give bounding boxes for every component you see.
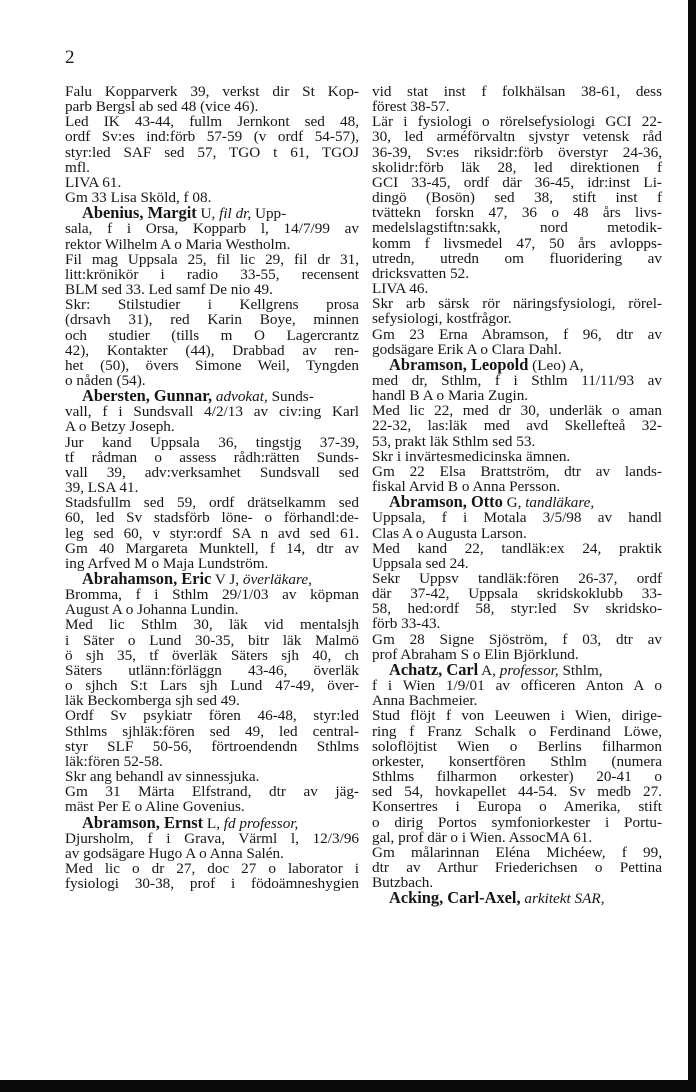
entry-continuation — [372, 84, 662, 357]
entry-initial: A, — [478, 661, 500, 679]
text-line: Lär i fysiologi o rörelsefysiologi GCI 22- — [372, 113, 662, 131]
text-line: handl B A o Maria Zugin. — [372, 387, 529, 405]
text-line: dingö (Bosön) sed 38, stift inst f — [372, 189, 662, 207]
entry-name: Abrahamson, Eric — [82, 569, 212, 588]
text-line: Anna Bachmeier. — [372, 692, 478, 710]
text-line: 39, LSA 41. — [65, 479, 139, 497]
entry-heading — [65, 388, 359, 404]
text-line: Stud flöjt f von Leeuwen i Wien, dirige- — [372, 707, 662, 725]
right-column — [372, 84, 662, 906]
text-line: GCI 33-45, ordf där 36-45, idr:inst Li- — [372, 173, 662, 191]
entry-initial: U, — [196, 205, 220, 223]
entry-heading-rest: Sthlm, — [558, 661, 603, 679]
text-line: Djursholm, f i Grava, Värml l, 12/3/96 — [65, 829, 359, 847]
text-line: f i Wien 1/9/01 av officeren Anton A o — [372, 677, 662, 695]
scan-edge-right — [688, 0, 696, 1092]
text-line: Led IK 43-44, fullm Jernkont sed 48, — [65, 113, 359, 131]
text-line: rektor Wilhelm A o Maria Westholm. — [65, 235, 291, 253]
biography-entry — [65, 571, 359, 815]
text-line: vid stat inst f folkhälsan 38-61, dess — [372, 83, 662, 100]
text-line: styr:led SAF sed 57, TGO t 61, TGOJ — [65, 143, 359, 161]
text-line: ö sjh 35, tf överläk Säters sjh 40, ch — [65, 646, 359, 664]
text-line: Sekr Uppsv tandläk:fören 26-37, ordf — [372, 570, 662, 587]
text-line: Gm 22 Elsa Brattström, dtr av lands- — [372, 462, 662, 480]
text-line: soloflöjtist Wien o Berlins filharmon — [372, 737, 662, 755]
entry-name: Abramson, Otto — [389, 492, 503, 512]
text-line: 42), Kontakter (44), Drabbad av ren- — [65, 341, 359, 359]
biography-entry — [65, 388, 359, 571]
text-line: godsägare Erik A o Clara Dahl. — [372, 340, 562, 358]
page-number: 2 — [65, 47, 75, 68]
text-line: LIVA 46. — [372, 280, 429, 298]
text-line: LIVA 61. — [65, 173, 122, 191]
entry-title: arkitekt SAR, — [524, 890, 605, 908]
text-line: skolidr:förb läk 28, led direktionen f — [372, 158, 662, 176]
text-line: förb 33-43. — [372, 615, 441, 633]
entry-heading-rest: Upp- — [251, 205, 287, 223]
entry-title: överläkare, — [242, 571, 312, 588]
text-line: Med lic Sthlm 30, läk vid mentalsjh — [65, 616, 359, 634]
text-line: Jur kand Uppsala 36, tingstjg 37-39, — [65, 433, 359, 451]
text-line: Uppsala sed 24. — [372, 554, 469, 572]
text-line: av godsägare Hugo A o Anna Salén. — [65, 844, 284, 862]
entry-initial: G, — [502, 494, 526, 512]
text-line: sefysiologi, kostfrågor. — [372, 310, 512, 328]
text-line: förest 38-57. — [372, 98, 450, 116]
text-line: het (50), övers Simone Weil, Tyngden — [65, 356, 359, 374]
text-line: tvättekn forskn 47, 36 o 48 års livs- — [372, 204, 662, 222]
biography-entry — [372, 659, 662, 892]
entry-name: Abersten, Gunnar, — [82, 386, 213, 406]
text-line: sed 54, hovkapellet 44-54. Sv medb 27. — [372, 783, 662, 801]
text-line: där 37-42, Uppsala skridskoklubb 33- — [372, 585, 662, 603]
text-line: läk:fören 52-58. — [65, 752, 163, 770]
text-line: 36-39, Sv:es riksidr:förb överstyr 24-36, — [372, 143, 662, 161]
text-line: o sjhch S:t Lars sjh Lund 47-49, över- — [65, 677, 359, 695]
text-line: läk Beckomberga sjh sed 49. — [65, 692, 240, 710]
text-line: A o Betzy Joseph. — [65, 418, 175, 436]
text-line: 30, led arméförvaltn sjvstyr vetensk råd — [372, 128, 662, 146]
left-column — [65, 84, 359, 891]
entry-heading — [65, 205, 359, 221]
text-line: mäst Per E o Aline Govenius. — [65, 798, 245, 816]
text-line: ring f Franz Schalk o Ferdinand Löwe, — [372, 722, 662, 740]
text-line: Falu Kopparverk 39, verkst dir St Kop- — [65, 83, 359, 100]
entry-title: fd professor, — [223, 814, 299, 832]
text-line: ordf Sv:es ind:förb 57-59 (v ordf 54-57), — [65, 128, 359, 146]
text-line: utredn, utredn om fluoridering av — [372, 249, 662, 267]
text-line: prof Abraham S o Elin Björklund. — [372, 645, 579, 663]
text-line: dtr av Arthur Friederichsen o Pettina — [372, 858, 662, 876]
text-line: dricksvatten 52. — [372, 264, 470, 282]
text-line: tf rådman o assess rådh:rätten Sunds- — [65, 448, 359, 466]
entry-heading — [65, 571, 359, 587]
text-line: Gm 23 Erna Abramson, f 96, dtr av — [372, 325, 662, 343]
text-line: Säters utlänn:förläggn 43-46, överläk — [65, 661, 359, 679]
text-line: medelslagstiftn:sakk, nord metodik- — [372, 219, 662, 237]
entry-heading — [65, 812, 359, 832]
text-line: Skr i invärtesmedicinska ämnen. — [372, 447, 571, 465]
text-line: Skr ang behandl av sinnessjuka. — [65, 768, 260, 786]
text-line: fiskal Arvid B o Anna Persson. — [372, 478, 561, 496]
biography-entry — [65, 812, 359, 893]
text-line: Gm målarinnan Eléna Michéew, f 99, — [372, 843, 662, 861]
text-line: och studier (tills m O Lagercrantz — [65, 326, 359, 344]
entry-heading-rest: Sunds- — [267, 388, 314, 406]
text-line: 58, hed:ordf 58, styr:led Sv skridsko- — [372, 600, 662, 618]
text-line: Butzbach. — [372, 874, 434, 892]
entry-title: fil dr, — [219, 205, 252, 223]
entry-name: Acking, Carl-Axel, — [389, 888, 521, 908]
text-line: (drsavh 31), red Karin Boye, minnen — [65, 311, 359, 329]
text-line: 22-32, las:läk med avd Skellefteå 32- — [372, 417, 662, 435]
text-line: August A o Johanna Lundin. — [65, 601, 239, 619]
text-line: o nåden (54). — [65, 371, 146, 389]
text-line: BLM sed 33. Led samf De nio 49. — [65, 281, 273, 299]
entry-title: professor, — [499, 661, 559, 679]
text-line: styr SLF 50-56, förtroendendn Sthlms — [65, 737, 359, 755]
entry-initial: (Leo) A, — [528, 356, 584, 374]
biography-entry — [372, 890, 662, 906]
text-line: Gm 33 Lisa Sköld, f 08. — [65, 189, 212, 207]
entry-name: Abenius, Margit — [82, 203, 197, 223]
text-line: mfl. — [65, 158, 90, 176]
text-line: Gm 28 Signe Sjöström, f 03, dtr av — [372, 630, 662, 648]
entry-heading — [372, 659, 662, 679]
text-line: Stadsfullm sed 59, ordf drätselkamm sed — [65, 494, 359, 512]
text-line: Sthlms sjhläk:fören sed 49, led central- — [65, 722, 359, 740]
text-line: Med lic 22, med dr 30, underläk o aman — [372, 402, 662, 420]
biography-entry — [65, 205, 359, 388]
text-line: vall 39, adv:verksamhet Sundsvall sed — [65, 463, 359, 481]
text-line: 60, led Sv stadsförb löne- o förhandl:de- — [65, 509, 359, 527]
text-line: Sthlms filharmon orkester) 20-41 o — [372, 768, 662, 786]
text-line: komm f livsmedel 47, 50 års avlopps- — [372, 234, 662, 252]
text-line: litt:krönikör i radio 33-55, recensent — [65, 265, 359, 283]
text-line: Skr arb särsk rör näringsfysiologi, rörel- — [372, 295, 662, 313]
entry-heading — [372, 354, 662, 374]
text-line: fysiologi 30-38, prof i födoämneshygien — [65, 875, 359, 893]
entry-title: tandläkare, — [525, 494, 595, 512]
text-line: orkester, konsertfören Sthlm (numera — [372, 752, 662, 770]
text-line: Ordf Sv psykiatr fören 46-48, styr:led — [65, 707, 359, 725]
text-line: vall, f i Sundsvall 4/2/13 av civ:ing Karl — [65, 403, 359, 421]
biography-entry — [372, 354, 662, 496]
text-line: 53, prakt läk Sthlm sed 53. — [372, 432, 536, 450]
text-line: Gm 40 Margareta Munktell, f 14, dtr av — [65, 539, 359, 557]
text-line: Med kand 22, tandläk:ex 24, praktik — [372, 539, 662, 557]
entry-name: Abramson, Leopold — [389, 354, 529, 374]
text-line: parb Bergsl ab sed 48 (vice 46). — [65, 98, 259, 116]
entry-title: advokat, — [215, 388, 268, 406]
text-line: Clas A o Augusta Larson. — [372, 524, 527, 542]
text-line: ing Arfved M o Maja Lundström. — [65, 554, 269, 572]
text-line: o dirig Portos symfoniorkester i Portu- — [372, 813, 662, 831]
entry-initial: V J, — [211, 571, 243, 588]
text-line: Konsertres i Europa o Amerika, stift — [372, 798, 662, 816]
entry-name: Achatz, Carl — [389, 659, 479, 679]
text-line: Uppsala, f i Motala 3/5/98 av handl — [372, 509, 662, 527]
entry-continuation — [65, 84, 359, 205]
text-line: sala, f i Orsa, Kopparb l, 14/7/99 av — [65, 220, 359, 238]
text-line: gal, prof där o i Wien. AssocMA 61. — [372, 828, 593, 846]
text-line: leg sed 60, v styr:ordf SA n avd sed 61. — [65, 524, 359, 542]
text-line: Fil mag Uppsala 25, fil lic 29, fil dr 31, — [65, 250, 359, 268]
text-line: med dr, Sthlm, f i Sthlm 11/11/93 av — [372, 371, 662, 389]
text-line: Med lic o dr 27, doc 27 o laborator i — [65, 859, 359, 877]
entry-initial: L, — [203, 814, 224, 832]
biography-entry — [372, 494, 662, 662]
scan-edge-bottom — [0, 1080, 696, 1092]
entry-heading — [372, 890, 662, 906]
text-line: i Säter o Lund 30-35, bitr läk Malmö — [65, 631, 359, 649]
text-line: Gm 31 Märta Elfstrand, dtr av jäg- — [65, 783, 359, 801]
text-line: Bromma, f i Sthlm 29/1/03 av köpman — [65, 586, 359, 604]
entry-name: Abramson, Ernst — [82, 812, 204, 832]
text-line: Skr: Stilstudier i Kellgrens prosa — [65, 296, 359, 314]
entry-heading — [372, 494, 662, 510]
